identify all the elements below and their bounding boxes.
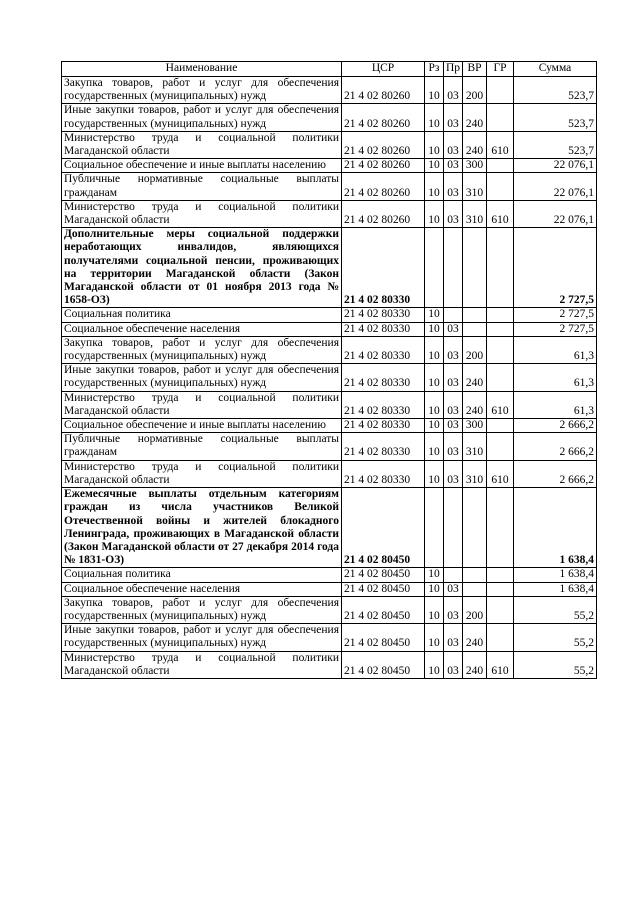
cell-pr: 03	[444, 582, 463, 596]
cell-gr	[487, 433, 514, 460]
cell-gr	[487, 159, 514, 173]
cell-csr: 21 4 02 80450	[342, 568, 425, 582]
cell-name: Министерство труда и социальной политики Магаданской области	[62, 460, 342, 487]
cell-rz	[425, 228, 444, 308]
cell-gr	[487, 77, 514, 104]
cell-csr: 21 4 02 80330	[342, 433, 425, 460]
cell-vr: 240	[463, 651, 487, 678]
cell-sum: 22 076,1	[514, 200, 597, 227]
header-rz: Рз	[425, 62, 444, 77]
cell-rz	[425, 488, 444, 568]
cell-rz: 10	[425, 308, 444, 322]
cell-sum: 2 666,2	[514, 419, 597, 433]
cell-pr: 03	[444, 651, 463, 678]
cell-csr: 21 4 02 80260	[342, 173, 425, 200]
cell-sum: 61,3	[514, 336, 597, 363]
table-row	[62, 322, 597, 336]
cell-csr: 21 4 02 80330	[342, 460, 425, 487]
cell-gr: 610	[487, 200, 514, 227]
cell-rz: 10	[425, 364, 444, 391]
table-row	[62, 596, 597, 623]
cell-rz: 10	[425, 173, 444, 200]
cell-name: Дополнительные меры социальной поддержки неработающих инвалидов, являющихся получателями социальной пенсии, проживающих на территории Магаданской области (Закон Магаданской области от 01 ноября 2013 года № 1658-ОЗ)	[62, 228, 342, 308]
cell-rz: 10	[425, 391, 444, 418]
header-name: Наименование	[62, 62, 342, 77]
cell-csr: 21 4 02 80260	[342, 200, 425, 227]
cell-name: Социальная политика	[62, 308, 342, 322]
cell-pr: 03	[444, 419, 463, 433]
cell-vr	[463, 568, 487, 582]
cell-gr	[487, 104, 514, 131]
cell-csr: 21 4 02 80450	[342, 596, 425, 623]
table-row	[62, 131, 597, 158]
cell-pr: 03	[444, 391, 463, 418]
header-gr: ГР	[487, 62, 514, 77]
table-row	[62, 159, 597, 173]
cell-gr	[487, 308, 514, 322]
cell-gr: 610	[487, 651, 514, 678]
header-sum: Сумма	[514, 62, 597, 77]
table-row	[62, 651, 597, 678]
cell-sum: 55,2	[514, 596, 597, 623]
table-row	[62, 77, 597, 104]
cell-rz: 10	[425, 336, 444, 363]
cell-vr: 300	[463, 159, 487, 173]
cell-csr: 21 4 02 80330	[342, 308, 425, 322]
cell-name: Министерство труда и социальной политики Магаданской области	[62, 200, 342, 227]
table-header-row	[62, 62, 597, 77]
cell-gr	[487, 624, 514, 651]
table-row	[62, 582, 597, 596]
cell-csr: 21 4 02 80330	[342, 364, 425, 391]
cell-rz: 10	[425, 200, 444, 227]
cell-pr	[444, 228, 463, 308]
cell-pr: 03	[444, 104, 463, 131]
table-row	[62, 624, 597, 651]
cell-vr: 310	[463, 433, 487, 460]
cell-csr: 21 4 02 80260	[342, 159, 425, 173]
cell-name: Публичные нормативные социальные выплаты гражданам	[62, 173, 342, 200]
cell-sum: 2 727,5	[514, 322, 597, 336]
cell-gr: 610	[487, 131, 514, 158]
cell-sum: 61,3	[514, 391, 597, 418]
cell-sum: 22 076,1	[514, 159, 597, 173]
table-row	[62, 391, 597, 418]
cell-name: Ежемесячные выплаты отдельным категориям граждан из числа участников Великой Отечественной войны и жителей блокадного Ленинграда, проживающих в Магаданской области (Закон Магаданской области от 27 декабря 2014 года № 1831-ОЗ)	[62, 488, 342, 568]
table-row	[62, 104, 597, 131]
cell-vr: 310	[463, 173, 487, 200]
cell-name: Закупка товаров, работ и услуг для обеспечения государственных (муниципальных) нужд	[62, 336, 342, 363]
cell-sum: 55,2	[514, 651, 597, 678]
table-row	[62, 433, 597, 460]
cell-gr	[487, 228, 514, 308]
cell-rz: 10	[425, 460, 444, 487]
cell-csr: 21 4 02 80260	[342, 131, 425, 158]
cell-rz: 10	[425, 651, 444, 678]
cell-name: Закупка товаров, работ и услуг для обеспечения государственных (муниципальных) нужд	[62, 77, 342, 104]
cell-vr	[463, 308, 487, 322]
cell-vr: 200	[463, 596, 487, 623]
cell-pr: 03	[444, 131, 463, 158]
cell-rz: 10	[425, 419, 444, 433]
cell-pr	[444, 488, 463, 568]
cell-sum: 2 666,2	[514, 460, 597, 487]
cell-vr: 310	[463, 200, 487, 227]
cell-vr	[463, 228, 487, 308]
cell-name: Министерство труда и социальной политики Магаданской области	[62, 651, 342, 678]
cell-csr: 21 4 02 80330	[342, 336, 425, 363]
cell-vr: 310	[463, 460, 487, 487]
table-row	[62, 460, 597, 487]
cell-gr	[487, 336, 514, 363]
cell-name: Иные закупки товаров, работ и услуг для обеспечения государственных (муниципальных) нужд	[62, 624, 342, 651]
cell-sum: 1 638,4	[514, 568, 597, 582]
cell-csr: 21 4 02 80450	[342, 582, 425, 596]
cell-gr	[487, 568, 514, 582]
cell-gr: 610	[487, 460, 514, 487]
budget-table	[61, 61, 597, 679]
table-row	[62, 308, 597, 322]
cell-gr	[487, 322, 514, 336]
cell-pr: 03	[444, 460, 463, 487]
cell-pr: 03	[444, 433, 463, 460]
cell-sum: 2 727,5	[514, 228, 597, 308]
table-row	[62, 568, 597, 582]
cell-csr: 21 4 02 80450	[342, 624, 425, 651]
cell-gr	[487, 596, 514, 623]
cell-csr: 21 4 02 80260	[342, 104, 425, 131]
table-row-heading	[62, 228, 597, 308]
table-row	[62, 364, 597, 391]
cell-gr	[487, 488, 514, 568]
cell-sum: 61,3	[514, 364, 597, 391]
cell-name: Закупка товаров, работ и услуг для обеспечения государственных (муниципальных) нужд	[62, 596, 342, 623]
cell-sum: 2 666,2	[514, 433, 597, 460]
cell-vr	[463, 488, 487, 568]
cell-rz: 10	[425, 596, 444, 623]
cell-vr: 200	[463, 77, 487, 104]
cell-rz: 10	[425, 582, 444, 596]
cell-name: Социальное обеспечение населения	[62, 322, 342, 336]
cell-pr	[444, 568, 463, 582]
cell-pr: 03	[444, 200, 463, 227]
cell-name: Иные закупки товаров, работ и услуг для обеспечения государственных (муниципальных) нужд	[62, 104, 342, 131]
cell-rz: 10	[425, 131, 444, 158]
cell-rz: 10	[425, 159, 444, 173]
cell-vr: 300	[463, 419, 487, 433]
cell-rz: 10	[425, 624, 444, 651]
cell-name: Министерство труда и социальной политики Магаданской области	[62, 131, 342, 158]
cell-gr: 610	[487, 391, 514, 418]
table-row	[62, 173, 597, 200]
header-pr: Пр	[444, 62, 463, 77]
header-csr: ЦСР	[342, 62, 425, 77]
cell-pr: 03	[444, 596, 463, 623]
cell-vr: 240	[463, 391, 487, 418]
cell-vr: 240	[463, 364, 487, 391]
table-row	[62, 200, 597, 227]
cell-name: Социальное обеспечение и иные выплаты населению	[62, 159, 342, 173]
cell-sum: 2 727,5	[514, 308, 597, 322]
cell-pr: 03	[444, 173, 463, 200]
cell-sum: 523,7	[514, 131, 597, 158]
table-row-heading	[62, 488, 597, 568]
cell-name: Социальное обеспечение населения	[62, 582, 342, 596]
cell-csr: 21 4 02 80330	[342, 322, 425, 336]
cell-vr	[463, 582, 487, 596]
cell-vr: 240	[463, 131, 487, 158]
cell-vr: 200	[463, 336, 487, 363]
cell-name: Министерство труда и социальной политики Магаданской области	[62, 391, 342, 418]
cell-csr: 21 4 02 80260	[342, 77, 425, 104]
cell-gr	[487, 173, 514, 200]
cell-rz: 10	[425, 433, 444, 460]
cell-vr: 240	[463, 624, 487, 651]
table-row	[62, 336, 597, 363]
cell-pr: 03	[444, 364, 463, 391]
cell-sum: 1 638,4	[514, 488, 597, 568]
cell-rz: 10	[425, 104, 444, 131]
cell-csr: 21 4 02 80330	[342, 228, 425, 308]
cell-name: Социальная политика	[62, 568, 342, 582]
cell-sum: 1 638,4	[514, 582, 597, 596]
cell-pr: 03	[444, 159, 463, 173]
cell-csr: 21 4 02 80450	[342, 488, 425, 568]
header-vr: ВР	[463, 62, 487, 77]
cell-sum: 55,2	[514, 624, 597, 651]
cell-pr	[444, 308, 463, 322]
cell-name: Социальное обеспечение и иные выплаты населению	[62, 419, 342, 433]
cell-sum: 523,7	[514, 104, 597, 131]
cell-pr: 03	[444, 77, 463, 104]
cell-sum: 22 076,1	[514, 173, 597, 200]
cell-rz: 10	[425, 322, 444, 336]
cell-name: Иные закупки товаров, работ и услуг для обеспечения государственных (муниципальных) нужд	[62, 364, 342, 391]
cell-vr	[463, 322, 487, 336]
cell-gr	[487, 582, 514, 596]
cell-sum: 523,7	[514, 77, 597, 104]
cell-csr: 21 4 02 80330	[342, 391, 425, 418]
cell-pr: 03	[444, 322, 463, 336]
cell-gr	[487, 364, 514, 391]
cell-csr: 21 4 02 80450	[342, 651, 425, 678]
cell-rz: 10	[425, 568, 444, 582]
cell-csr: 21 4 02 80330	[342, 419, 425, 433]
table-row	[62, 419, 597, 433]
cell-vr: 240	[463, 104, 487, 131]
cell-pr: 03	[444, 336, 463, 363]
cell-gr	[487, 419, 514, 433]
cell-rz: 10	[425, 77, 444, 104]
cell-name: Публичные нормативные социальные выплаты гражданам	[62, 433, 342, 460]
cell-pr: 03	[444, 624, 463, 651]
